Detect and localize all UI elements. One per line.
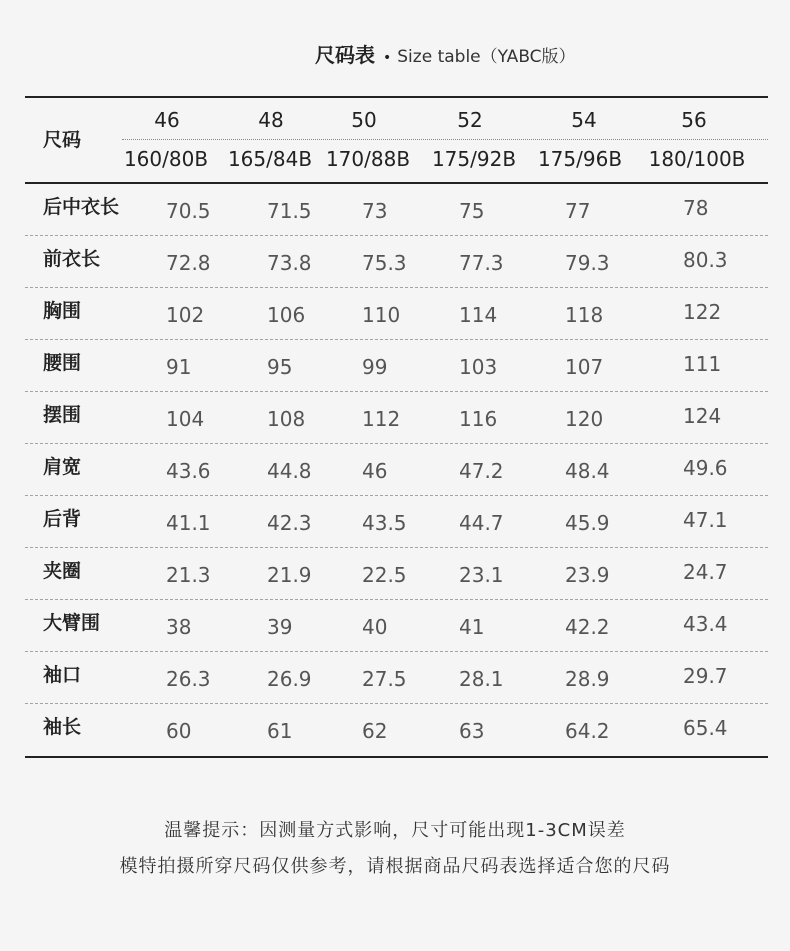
size-value: 41.1 — [166, 511, 211, 535]
size-spec: 170/88B — [325, 147, 411, 171]
table-row — [25, 444, 768, 496]
size-value: 71.5 — [267, 199, 312, 223]
measurement-notice: 温馨提示：因测量方式影响，尺寸可能出现1-3CM误差 — [164, 820, 626, 841]
size-value: 75 — [459, 199, 485, 223]
size-number: 46 — [154, 108, 180, 132]
size-number: 54 — [571, 108, 597, 132]
size-value: 43.5 — [362, 511, 407, 535]
size-value: 41 — [459, 615, 485, 639]
size-value: 79.3 — [565, 251, 610, 275]
size-value: 104 — [166, 407, 205, 431]
size-value: 73.8 — [267, 251, 312, 275]
row-label: 袖长 — [43, 716, 82, 738]
size-value: 40 — [362, 615, 388, 639]
size-spec: 180/100B — [648, 147, 746, 171]
size-value: 46 — [362, 459, 388, 483]
size-value: 112 — [362, 407, 401, 431]
size-value: 73 — [362, 199, 388, 223]
table-row — [25, 184, 768, 236]
size-value: 77 — [565, 199, 591, 223]
table-row — [25, 392, 768, 444]
table-row — [25, 496, 768, 548]
size-value: 60 — [166, 719, 192, 743]
size-value: 65.4 — [683, 716, 728, 740]
size-value: 95 — [267, 355, 293, 379]
size-value: 47.2 — [459, 459, 504, 483]
row-label: 后中衣长 — [43, 196, 120, 218]
size-value: 45.9 — [565, 511, 610, 535]
size-spec: 160/80B — [123, 147, 209, 171]
size-value: 49.6 — [683, 456, 728, 480]
size-value: 106 — [267, 303, 306, 327]
size-value: 102 — [166, 303, 205, 327]
size-value: 78 — [683, 196, 709, 220]
size-value: 44.7 — [459, 511, 504, 535]
size-value: 116 — [459, 407, 498, 431]
size-value: 114 — [459, 303, 498, 327]
size-value: 64.2 — [565, 719, 610, 743]
size-value: 43.4 — [683, 612, 728, 636]
size-number: 52 — [457, 108, 483, 132]
row-label: 摆围 — [43, 404, 82, 426]
table-row — [25, 340, 768, 392]
table-bottom-rule — [25, 756, 768, 758]
size-value: 48.4 — [565, 459, 610, 483]
size-value: 28.9 — [565, 667, 610, 691]
size-value: 28.1 — [459, 667, 504, 691]
title-main: 尺码表 — [315, 43, 375, 67]
size-value: 91 — [166, 355, 192, 379]
size-value: 99 — [362, 355, 388, 379]
size-spec: 165/84B — [227, 147, 313, 171]
table-top-rule — [25, 96, 768, 98]
size-value: 27.5 — [362, 667, 407, 691]
size-value: 124 — [683, 404, 722, 428]
size-value: 72.8 — [166, 251, 211, 275]
row-label: 肩宽 — [43, 456, 82, 478]
row-label: 胸围 — [43, 300, 82, 322]
table-row — [25, 652, 768, 704]
size-value: 44.8 — [267, 459, 312, 483]
size-value: 38 — [166, 615, 192, 639]
size-value: 103 — [459, 355, 498, 379]
size-value: 26.9 — [267, 667, 312, 691]
model-size-note: 模特拍摄所穿尺码仅供参考，请根据商品尺码表选择适合您的尺码 — [119, 856, 671, 877]
size-value: 63 — [459, 719, 485, 743]
size-value: 24.7 — [683, 560, 728, 584]
size-value: 26.3 — [166, 667, 211, 691]
size-spec: 175/96B — [537, 147, 623, 171]
row-label: 前衣长 — [43, 248, 101, 270]
row-label: 大臂围 — [43, 612, 101, 634]
size-value: 42.3 — [267, 511, 312, 535]
size-value: 22.5 — [362, 563, 407, 587]
size-value: 80.3 — [683, 248, 728, 272]
table-row — [25, 600, 768, 652]
table-row — [25, 288, 768, 340]
size-number: 56 — [681, 108, 707, 132]
size-value: 21.9 — [267, 563, 312, 587]
row-label: 夹圈 — [43, 560, 82, 582]
row-label: 后背 — [43, 508, 82, 530]
size-value: 21.3 — [166, 563, 211, 587]
title-bullet: • — [383, 50, 392, 66]
title-subtitle: Size table（YABC版） — [397, 47, 576, 67]
table-row — [25, 548, 768, 600]
size-value: 75.3 — [362, 251, 407, 275]
size-value: 118 — [565, 303, 604, 327]
table-row — [25, 236, 768, 288]
row-label: 腰围 — [43, 352, 82, 374]
row-label: 袖口 — [43, 664, 82, 686]
size-value: 47.1 — [683, 508, 728, 532]
size-spec: 175/92B — [431, 147, 517, 171]
size-number: 48 — [258, 108, 284, 132]
page-title — [315, 43, 576, 67]
size-value: 43.6 — [166, 459, 211, 483]
size-value: 120 — [565, 407, 604, 431]
size-number: 50 — [351, 108, 377, 132]
size-value: 42.2 — [565, 615, 610, 639]
header-label: 尺码 — [43, 129, 82, 151]
header-dotted-divider — [122, 139, 768, 140]
size-value: 29.7 — [683, 664, 728, 688]
size-value: 70.5 — [166, 199, 211, 223]
size-value: 77.3 — [459, 251, 504, 275]
size-value: 107 — [565, 355, 604, 379]
size-value: 111 — [683, 352, 722, 376]
size-value: 108 — [267, 407, 306, 431]
size-value: 39 — [267, 615, 293, 639]
size-value: 110 — [362, 303, 401, 327]
table-row — [25, 704, 768, 756]
size-value: 122 — [683, 300, 722, 324]
size-value: 61 — [267, 719, 293, 743]
size-value: 62 — [362, 719, 388, 743]
size-value: 23.1 — [459, 563, 504, 587]
size-value: 23.9 — [565, 563, 610, 587]
